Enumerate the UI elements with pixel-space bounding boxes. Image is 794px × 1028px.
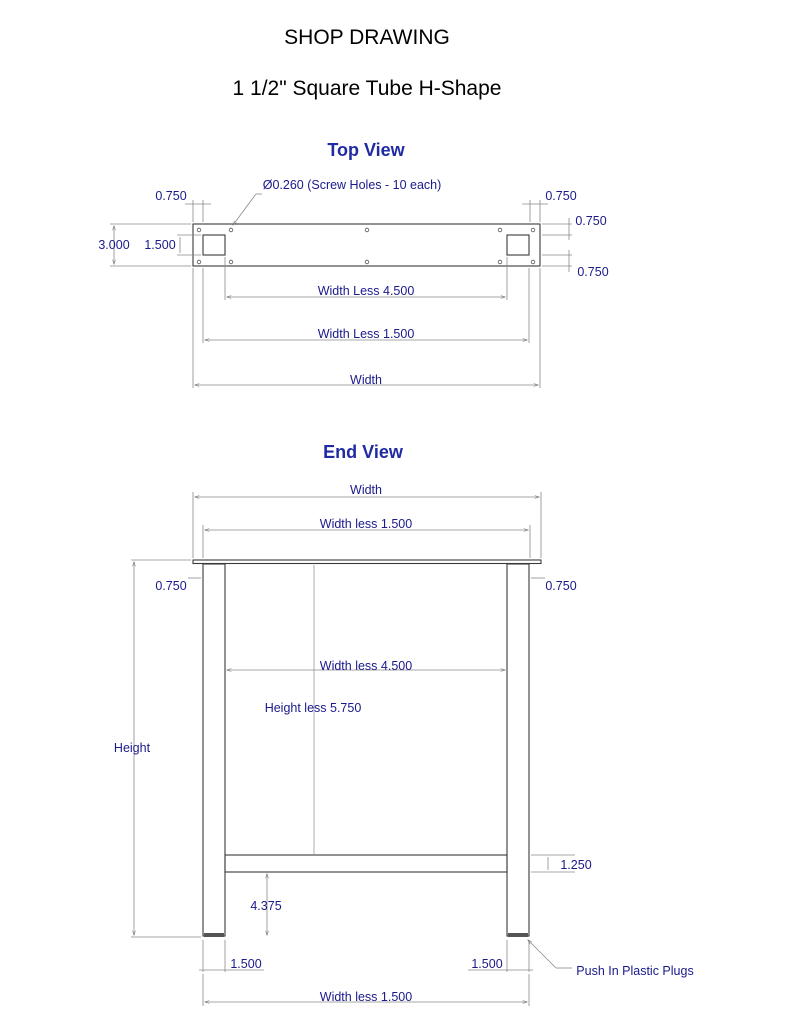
left-tube-square — [203, 235, 225, 255]
crossbar-thickness: 1.250 — [560, 858, 592, 872]
right-leg-width: 1.500 — [471, 957, 503, 971]
screw-hole-callout: Ø0.260 (Screw Holes - 10 each) — [262, 178, 442, 192]
end-left-leg-offset: 0.750 — [155, 579, 187, 593]
top-left-edge-offset: 0.750 — [155, 189, 187, 203]
screw-hole — [229, 228, 233, 232]
end-width-less-4500: Width less 4.500 — [319, 659, 413, 673]
screw-hole — [229, 260, 233, 264]
screw-hole — [365, 228, 369, 232]
screw-hole — [531, 228, 535, 232]
drawing-subtitle: 1 1/2" Square Tube H-Shape — [232, 77, 502, 100]
top-width: Width — [350, 373, 382, 387]
screw-hole — [197, 260, 201, 264]
right-leg — [507, 564, 529, 936]
right-plastic-plug — [508, 933, 528, 937]
top-view — [98, 140, 608, 388]
top-hole-offset: 0.750 — [575, 214, 607, 228]
bottom-hole-offset: 0.750 — [577, 265, 609, 279]
end-height: Height — [113, 741, 151, 755]
right-tube-square — [507, 235, 529, 255]
crossbar-height: 4.375 — [250, 899, 282, 913]
top-width-less-4500: Width Less 4.500 — [317, 284, 415, 298]
left-leg — [203, 564, 225, 936]
plastic-plugs-note: Push In Plastic Plugs — [576, 964, 694, 978]
left-plastic-plug — [204, 933, 224, 937]
end-view-heading: End View — [323, 442, 403, 462]
end-top-plate — [193, 560, 541, 564]
screw-holes — [197, 228, 535, 264]
end-width-less-1500-top: Width less 1.500 — [319, 517, 413, 531]
end-right-leg-offset: 0.750 — [545, 579, 577, 593]
screw-hole — [197, 228, 201, 232]
top-view-heading: Top View — [327, 140, 405, 160]
left-leg-width: 1.500 — [230, 957, 262, 971]
top-width-less-1500: Width Less 1.500 — [317, 327, 415, 341]
end-view — [114, 442, 694, 1006]
end-height-less-5750: Height less 5.750 — [264, 701, 362, 715]
plate-depth-dimension: 3.000 — [98, 238, 130, 252]
screw-hole — [531, 260, 535, 264]
screw-hole — [498, 260, 502, 264]
end-width-less-1500-bottom: Width less 1.500 — [319, 990, 413, 1004]
crossbar — [225, 855, 507, 872]
drawing-title: SHOP DRAWING — [284, 26, 450, 49]
end-width: Width — [350, 483, 382, 497]
screw-hole — [365, 260, 369, 264]
screw-hole — [498, 228, 502, 232]
top-right-edge-offset: 0.750 — [545, 189, 577, 203]
tube-size-dimension: 1.500 — [144, 238, 176, 252]
